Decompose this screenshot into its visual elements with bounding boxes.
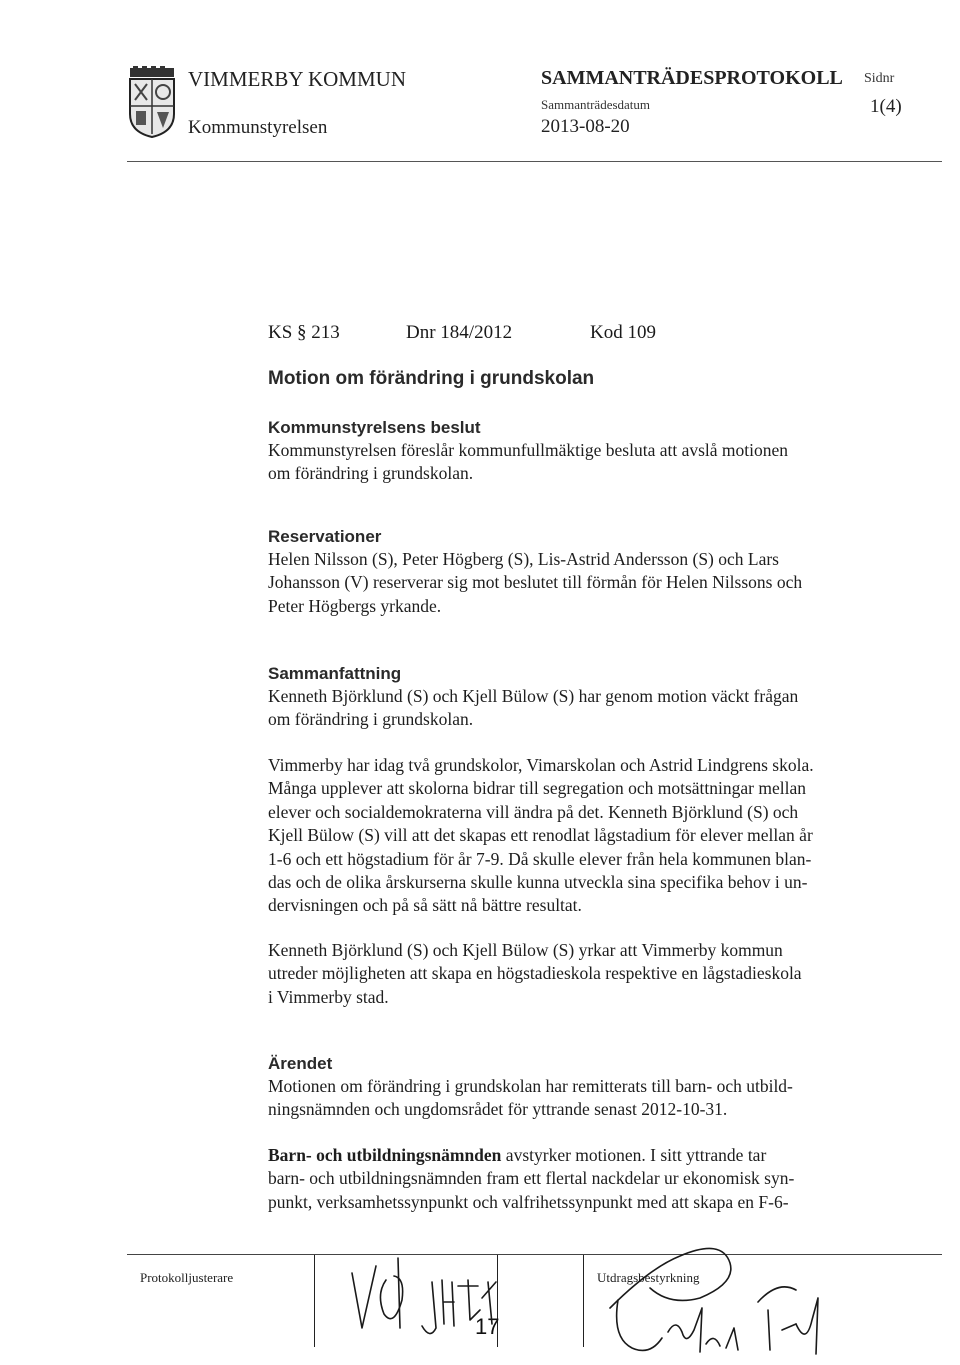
- municipality-name: VIMMERBY KOMMUN: [188, 67, 406, 91]
- text-line: om förändring i grundskolan.: [268, 709, 474, 730]
- page-stamp-number: 17: [475, 1314, 500, 1339]
- text-line: Kenneth Björklund (S) och Kjell Bülow (S) yrkar att Vimmerby kommun: [268, 940, 783, 960]
- text-line: om förändring i grundskolan.: [268, 463, 474, 484]
- text-line: Peter Högbergs yrkande.: [268, 595, 442, 616]
- page-label: Sidnr: [864, 71, 895, 86]
- diary-number: Dnr 184/2012: [406, 322, 513, 343]
- text-line: punkt, verksamhetssynpunkt och valfrihetssynpunkt med att skapa en F-6-: [268, 1191, 789, 1212]
- text-line: Motionen om förändring i grundskolan har remitterats till barn- och utbild-: [268, 1076, 793, 1096]
- section-heading-arendet: Ärendet: [268, 1054, 333, 1073]
- utdrag-label: Utdragsbestyrkning: [597, 1270, 700, 1285]
- meeting-date: 2013-08-20: [541, 116, 630, 137]
- text-line: Johansson (V) reserverar sig mot beslutet till förmån för Helen Nilssons och: [268, 572, 803, 593]
- handwritten-signature-icon: [350, 1228, 850, 1360]
- barn-utbildning-paragraph: [268, 1144, 794, 1214]
- arendet-paragraph: [268, 1075, 793, 1122]
- text-line: Kjell Bülow (S) vill att det skapas ett renodlat lågstadium för elever mellan år: [268, 825, 813, 846]
- text-line: barn- och utbildningsnämnden fram ett flertal nackdelar ur ekonomisk syn-: [268, 1168, 795, 1189]
- text-run: avstyrker motionen. I sitt yttrande tar: [501, 1145, 767, 1165]
- text-line: dervisningen och på så sätt nå bättre resultat.: [268, 895, 582, 916]
- text-line: elever och socialdemokraterna vill ändra på det. Kenneth Björklund (S) och: [268, 801, 799, 822]
- beslut-paragraph: [268, 439, 788, 486]
- date-label: Sammanträdesdatum: [541, 97, 651, 112]
- text-line: Vimmerby har idag två grundskolor, Vimarskolan och Astrid Lindgrens skola.: [268, 755, 814, 775]
- sammanfattning-paragraph-3: [268, 939, 802, 1009]
- text-line: das och de olika årskurserna skulle kunna utveckla sina specifika behov i un-: [268, 872, 808, 893]
- text-line: 1-6 och ett högstadium för år 7-9. Då skulle elever från hela kommunen blan-: [268, 848, 812, 869]
- protocol-title: SAMMANTRÄDESPROTOKOLL: [541, 67, 843, 89]
- text-line: Kenneth Björklund (S) och Kjell Bülow (S) har genom motion väckt frågan: [268, 686, 799, 706]
- board-name: Kommunstyrelsen: [188, 117, 328, 138]
- text-line: ningsnämnden och ungdomsrådet för yttrande senast 2012-10-31.: [268, 1099, 728, 1120]
- committee-name: Barn- och utbildningsnämnden: [268, 1145, 502, 1165]
- document-title: Motion om förändring i grundskolan: [268, 368, 595, 389]
- section-heading-beslut: Kommunstyrelsens beslut: [268, 418, 481, 437]
- justerare-label: Protokolljusterare: [140, 1270, 234, 1285]
- section-heading-reservationer: Reservationer: [268, 527, 382, 546]
- text-line: Kommunstyrelsen föreslår kommunfullmäktige besluta att avslå motionen: [268, 440, 789, 460]
- page-number: 1(4): [870, 96, 902, 117]
- text-line: [268, 1144, 794, 1167]
- section-heading-sammanfattning: Sammanfattning: [268, 664, 402, 683]
- header-divider: [127, 161, 942, 162]
- case-code: Kod 109: [590, 322, 656, 343]
- sammanfattning-paragraph-1: [268, 685, 798, 732]
- text-line: i Vimmerby stad.: [268, 986, 389, 1007]
- ks-paragraph-ref: KS § 213: [268, 322, 340, 343]
- sammanfattning-paragraph-2: [268, 754, 814, 918]
- text-line: Många upplever att skolorna bidrar till segregation och motsättningar mellan: [268, 778, 806, 799]
- text-line: utreder möjligheten att skapa en högstadieskola respektive en lågstadieskola: [268, 963, 802, 984]
- footer-column-divider: [314, 1255, 315, 1347]
- text-line: Helen Nilsson (S), Peter Högberg (S), Lis-Astrid Andersson (S) och Lars: [268, 549, 779, 569]
- reservationer-paragraph: [268, 548, 802, 618]
- municipal-crest-icon: [127, 66, 177, 138]
